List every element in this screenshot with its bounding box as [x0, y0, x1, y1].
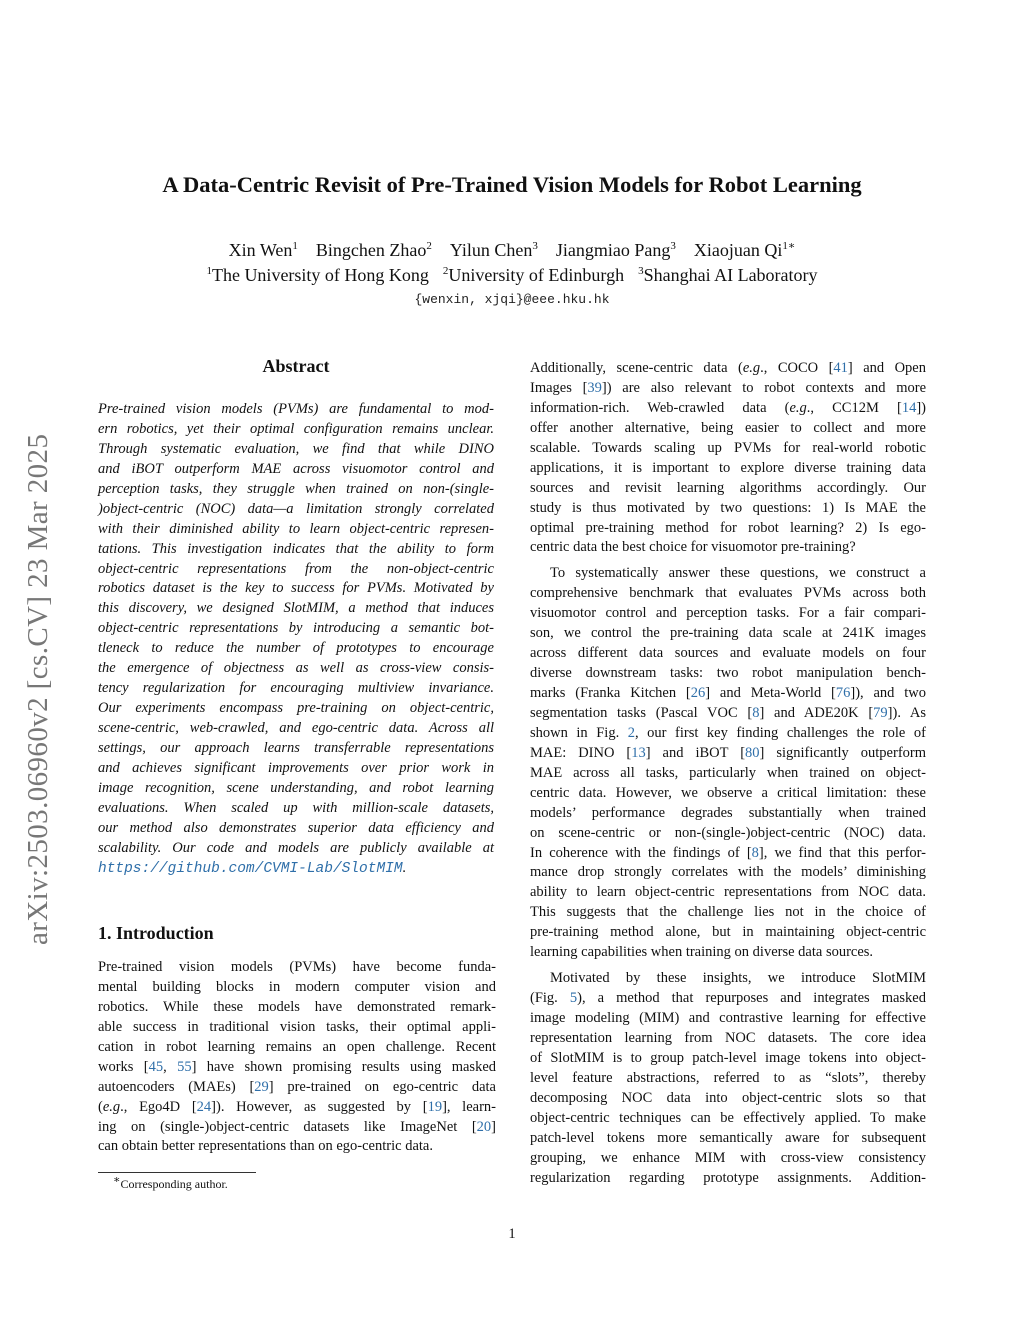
intro-line: ing on (single-)object-centric datasets like ImageNet [20]: [98, 1118, 496, 1135]
footnote-marker: ∗: [113, 1174, 121, 1186]
paragraph-line: ability to learn object-centric representations from NOC data.: [530, 884, 926, 901]
citation-link[interactable]: 24: [196, 1098, 212, 1115]
citation-link[interactable]: 80: [745, 744, 760, 761]
intro-line: Pre-trained vision models (PVMs) have become funda-: [98, 959, 496, 975]
citation-link[interactable]: 20: [476, 1118, 492, 1135]
footnote-divider: [98, 1172, 256, 1173]
right-column-body: [530, 359, 926, 1188]
paragraph-line: optimal pre-training method for robot learning? 2) Is ego-: [530, 519, 926, 536]
abstract-line: this discovery, we designed SlotMIM, a method that induces: [98, 600, 494, 617]
paragraph-line: shown in Fig. 2, our first key finding challenges the role of: [530, 724, 926, 741]
paragraph-line: patch-level tokens more semantically aware for subsequent: [530, 1129, 926, 1146]
paragraph-line: pre-training method alone, but in maintaining object-centric: [530, 924, 926, 941]
intro-line: autoencoders (MAEs) [29] pre-trained on ego-centric data: [98, 1078, 496, 1095]
abstract-body: [98, 400, 494, 879]
introduction-body: [98, 958, 496, 1157]
intro-line: works [45, 55] have shown promising results using masked: [98, 1058, 497, 1075]
abstract-line: tency regularization for encouraging multiview invariance.: [98, 680, 494, 697]
abstract-line: image recognition, scene understanding, and robot learning: [98, 779, 494, 796]
paragraph-line: visuomotor control and perception tasks. For a fair compari-: [530, 605, 926, 622]
abstract-line: https://github.com/CVMI-Lab/SlotMIM.: [98, 859, 407, 877]
paragraph-line: regularization regarding prototype assignments. Addition-: [530, 1169, 926, 1186]
paragraph-line: Additionally, scene-centric data (e.g., COCO [41] and Open: [530, 360, 926, 376]
citation-link[interactable]: 19: [427, 1098, 443, 1115]
paragraph-line: (Fig. 5), a method that repurposes and integrates masked: [530, 990, 926, 1007]
abstract-line: Through systematic evaluation, we find that while DINO: [98, 440, 494, 457]
affiliation-marker: 3: [638, 265, 644, 277]
author-emails: {wenxin, xjqi}@eee.hku.hk: [414, 292, 610, 307]
abstract-line: perception tasks, they struggle when trained on non-(single-: [98, 480, 494, 497]
author-name: Yilun Chen$^3$: [449, 240, 538, 260]
intro-line: robotics. While these models have demonstrated remark-: [98, 998, 496, 1015]
paragraph-line: In coherence with the findings of [8], we find that this perfor-: [530, 844, 927, 861]
paragraph-line: image modeling (MIM) and contrastive learning for effective: [530, 1010, 926, 1026]
paragraph-line: This suggests that the challenge lies not in the choice of: [530, 904, 926, 921]
citation-link[interactable]: 8: [752, 704, 760, 721]
abstract-line: )object-centric (NOC) data—a limitation strongly correlated: [98, 500, 494, 517]
paragraph-line: on scene-centric or non-(single-)object-centric (NOC) data.: [530, 824, 926, 841]
author-name: Bingchen Zhao$^2$: [315, 240, 432, 260]
paragraph-line: scalable. Towards scaling up PVMs for real-world robotic: [530, 439, 926, 456]
affiliation-list: [0, 265, 1024, 286]
affiliation: $^3$Shanghai AI Laboratory: [638, 265, 818, 285]
abstract-line: robotics dataset is the key to success for PVMs. Motivated by: [98, 580, 494, 597]
paper-title: A Data-Centric Revisit of Pre-Trained Vision Models for Robot Learning: [162, 172, 862, 197]
paragraph-line: Motivated by these insights, we introduce SlotMIM: [550, 970, 926, 987]
paragraph-line: information-rich. Web-crawled data (e.g., CC12M [14]): [530, 399, 926, 416]
citation-link[interactable]: 2: [627, 724, 635, 741]
citation-link[interactable]: 13: [631, 744, 646, 761]
abstract-line: ern robotics, yet their optimal configuration remains unclear.: [98, 420, 494, 437]
intro-line: can obtain better representations than on ego-centric data.: [98, 1138, 433, 1155]
affiliation-marker: 2: [442, 265, 449, 277]
abstract-line: tations. This investigation indicates that the ability to form: [98, 540, 494, 557]
paragraph-line: representation learning from NOC datasets. The core idea: [530, 1029, 926, 1046]
paragraph-line: MAE across all tasks, particularly when trained on object-: [530, 764, 926, 781]
paragraph-line: study is thus motivated by two questions: 1) Is MAE the: [530, 499, 926, 516]
paragraph-line: To systematically answer these questions, we construct a: [550, 565, 926, 582]
affiliation-marker: 3: [532, 240, 538, 252]
intro-line: (e.g., Ego4D [24]). However, as suggested by [19], learn-: [98, 1098, 496, 1115]
citation-link[interactable]: 41: [833, 360, 848, 376]
citation-link[interactable]: 8: [751, 844, 759, 861]
paragraph-line: of SlotMIM is to group patch-level image tokens into object-: [530, 1049, 926, 1066]
paragraph-line: Images [39]) are also relevant to robot contexts and more: [530, 379, 927, 396]
paragraph-line: marks (Franka Kitchen [26] and Meta-World [76]), and two: [530, 685, 926, 701]
paragraph-line: learning capabilities when training on diverse data sources.: [530, 944, 874, 961]
intro-line: cation in robot learning remains an open challenge. Recent: [98, 1038, 496, 1055]
abstract-line: object-centric representations by introducing a semantic bot-: [98, 620, 494, 637]
paragraph-line: segmentation tasks (Pascal VOC [8] and ADE20K [79]). As: [530, 704, 926, 721]
author-name: Jiangmiao Pang$^3$: [555, 240, 676, 260]
abstract-line: with their diminished ability to learn object-centric represen-: [98, 520, 494, 537]
footnote: [113, 1174, 228, 1192]
paragraph-line: grouping, we enhance MIM with cross-view consistency: [530, 1149, 926, 1166]
citation-link[interactable]: 55: [177, 1058, 192, 1075]
paragraph-line: comprehensive benchmark that evaluates PVMs across both: [530, 585, 926, 602]
abstract-line: evaluations. When scaled up with million-scale datasets,: [98, 799, 494, 816]
abstract-line: tleneck to reduce the number of prototypes to encourage: [98, 640, 494, 657]
paragraph-line: mance drop strongly correlates with the models’ diminishing: [530, 864, 926, 881]
citation-link[interactable]: 14: [901, 399, 917, 416]
citation-link[interactable]: 79: [873, 704, 888, 721]
affiliation-marker: 1∗: [782, 240, 796, 252]
affiliation-marker: 1: [292, 240, 298, 252]
abstract-line: Pre-trained vision models (PVMs) are fundamental to mod-: [98, 401, 494, 417]
abstract-line: scene-centric, web-crawled, and ego-centric data. Across all: [98, 720, 494, 736]
citation-link[interactable]: 39: [587, 379, 602, 396]
paragraph-line: son, we control the pre-training data scale at 241K images: [530, 625, 926, 642]
affiliation: $^1$The University of Hong Kong: [206, 265, 429, 285]
paragraph-line: applications, it is important to explore diverse training data: [530, 459, 926, 476]
paragraph-line: sources and revisit learning algorithms accordingly. Our: [530, 479, 926, 496]
code-repository-link[interactable]: https://github.com/CVMI-Lab/SlotMIM: [98, 860, 403, 877]
citation-link[interactable]: 5: [569, 990, 578, 1007]
arxiv-stamp: arXiv:2503.06960v2 [cs.CV] 23 Mar 2025: [22, 433, 54, 945]
citation-link[interactable]: 26: [690, 685, 706, 701]
author-list: [0, 240, 1024, 261]
page-number: 1: [508, 1226, 516, 1242]
paragraph-line: decomposing NOC data into object-centric slots so that: [530, 1089, 926, 1106]
paragraph-line: across different data sources and evaluate models on four: [530, 645, 926, 662]
affiliation-marker: 3: [670, 240, 676, 252]
affiliation: $^2$University of Edinburgh: [442, 265, 625, 285]
paragraph-line: centric data the best choice for visuomotor pre-training?: [530, 539, 856, 556]
author-name: Xiaojuan $Qi^{1∗}$: [693, 240, 796, 260]
abstract-line: and achieves significant improvements over prior work in: [98, 759, 494, 776]
abstract-line: scalability. Our code and models are publicly available at: [98, 839, 494, 856]
paragraph-line: models’ performance degrades substantially when trained: [530, 804, 926, 821]
paragraph-line: object-centric techniques can be effectively applied. To make: [530, 1109, 926, 1126]
paragraph-line: diverse downstream tasks: two robot manipulation bench-: [530, 665, 926, 682]
abstract-line: object-centric representations from the non-object-centric: [98, 560, 494, 577]
citation-link[interactable]: 29: [254, 1078, 269, 1095]
citation-link[interactable]: 45: [148, 1058, 164, 1075]
abstract-line: our method also demonstrates superior data efficiency and: [98, 819, 494, 836]
abstract-heading: Abstract: [262, 356, 330, 376]
affiliation-marker: 2: [426, 240, 432, 252]
paragraph-line: centric data. However, we observe a critical limitation: these: [530, 784, 926, 801]
abstract-line: Our experiments encompass pre-training on object-centric,: [98, 700, 494, 717]
paragraph-line: offer another alternative, being easier to collect and more: [530, 419, 926, 436]
citation-link[interactable]: 76: [835, 685, 851, 701]
section-heading-introduction: 1. Introduction: [98, 923, 214, 943]
paragraph-line: MAE: DINO [13] and iBOT [80] significantly outperform: [530, 744, 927, 761]
intro-line: able success in traditional vision tasks, their optimal appli-: [98, 1018, 496, 1035]
paragraph-line: level feature abstractions, referred to as “slots”, thereby: [530, 1069, 926, 1086]
author-name: Xin Wen$^1$: [228, 240, 298, 260]
abstract-line: settings, our approach learns transferrable representations: [98, 739, 494, 756]
abstract-line: and iBOT outperform MAE across visuomotor control and: [98, 460, 494, 477]
abstract-line: the emergence of objectness as well as cross-view consis-: [98, 660, 494, 677]
intro-line: mental building blocks in modern computer vision and: [98, 978, 496, 995]
affiliation-marker: 1: [206, 265, 212, 277]
footnote-text: Corresponding author.: [120, 1177, 228, 1191]
